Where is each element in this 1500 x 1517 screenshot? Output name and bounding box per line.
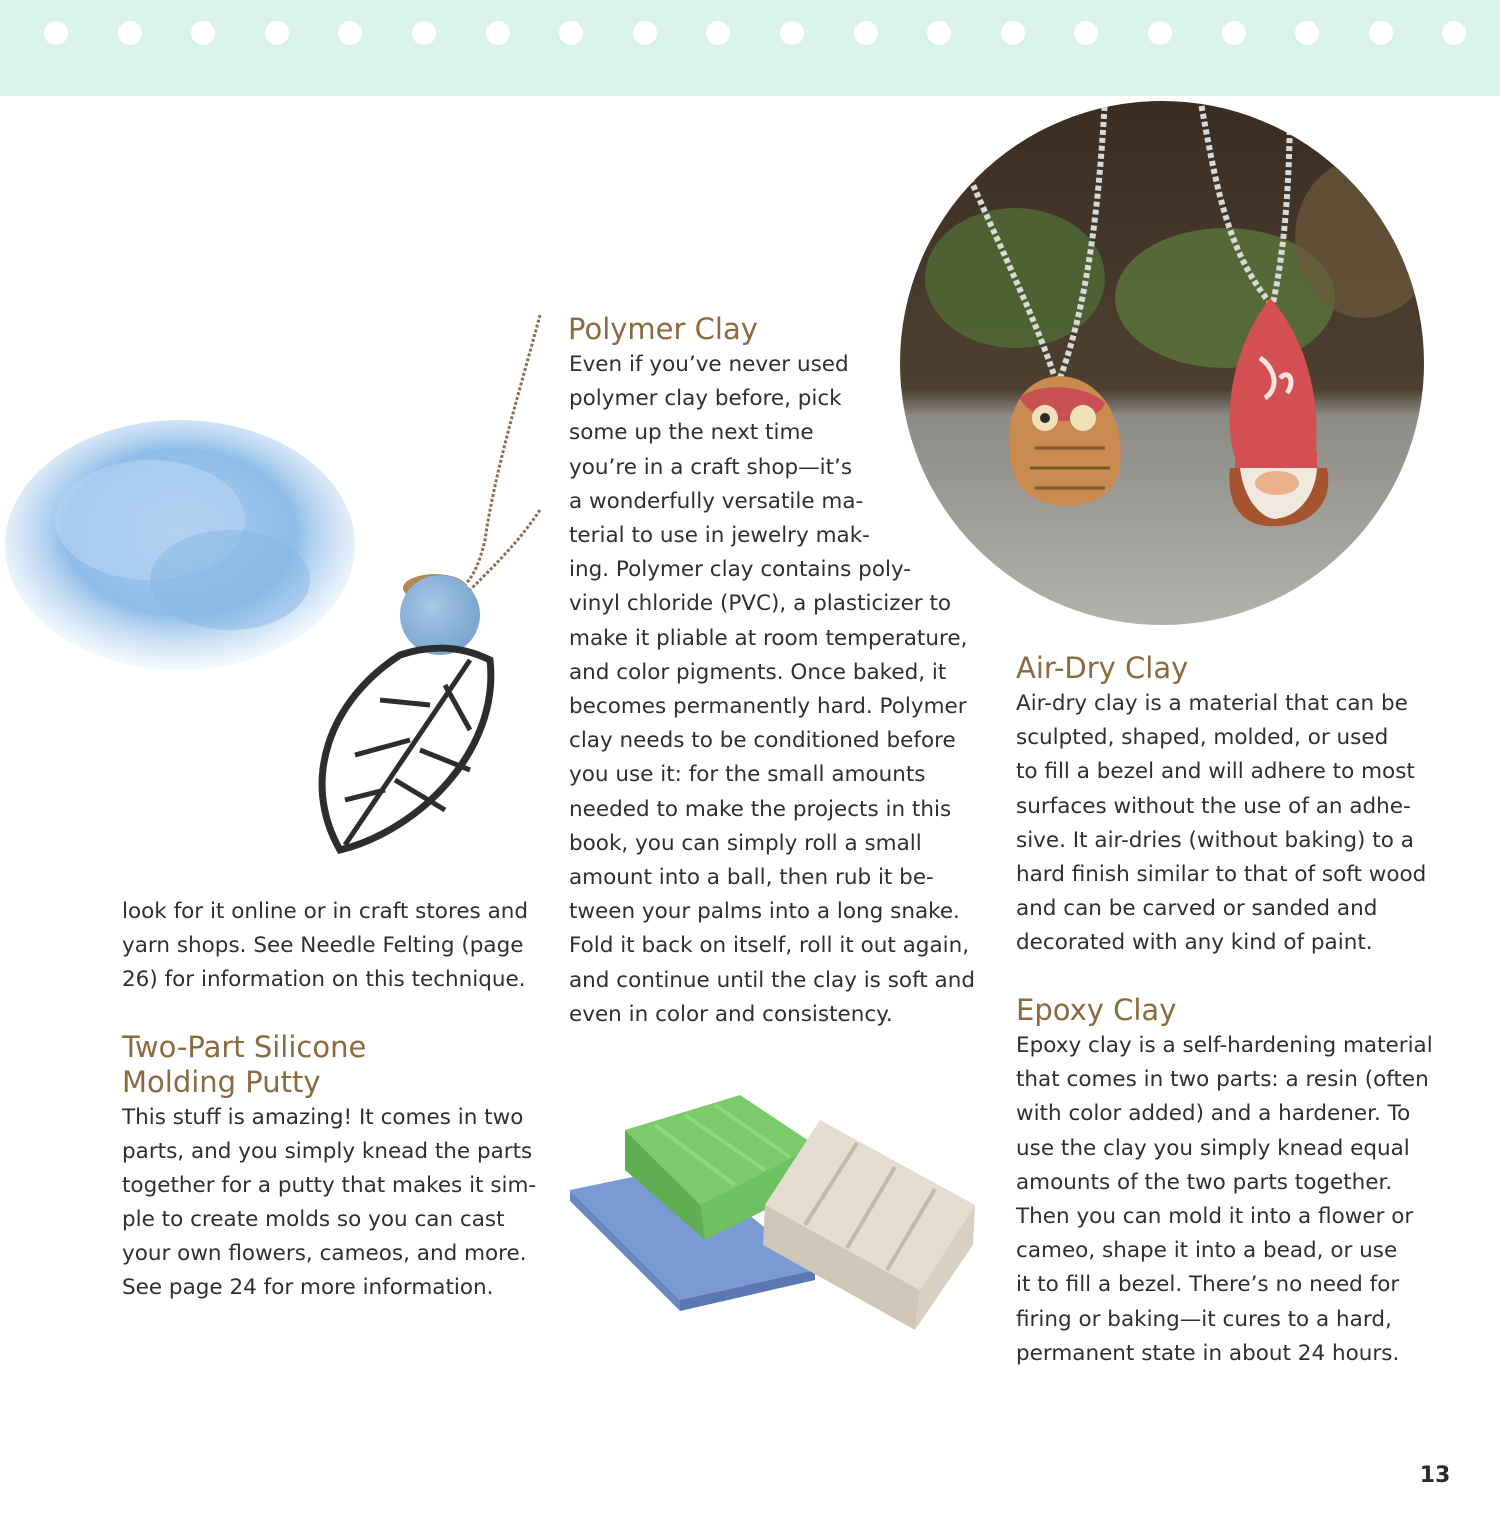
text-line: decorated with any kind of paint.: [1016, 930, 1373, 956]
epoxy-clay-heading: Epoxy Clay: [1016, 993, 1177, 1027]
header-dot: [1001, 21, 1025, 45]
text-line: it to fill a bezel. There’s no need for: [1016, 1272, 1400, 1298]
text-line: Air-dry clay is a material that can be: [1016, 691, 1408, 716]
polymer-clay-blocks-photo: [565, 1085, 985, 1335]
header-dot: [1369, 21, 1393, 45]
header-dot: [633, 21, 657, 45]
header-dot: [559, 21, 583, 45]
text-line: even in color and consistency.: [569, 1001, 893, 1027]
text-line: with color added) and a hardener. To: [1016, 1101, 1411, 1127]
text-line: becomes permanently hard. Polymer: [569, 694, 967, 720]
text-line: cameo, shape it into a bead, or use: [1016, 1238, 1398, 1264]
felt-ball: [400, 575, 480, 655]
header-dot: [1222, 21, 1246, 45]
header-dot: [1295, 21, 1319, 45]
text-line: you’re in a craft shop—it’s: [569, 454, 853, 480]
text-line: polymer clay before, pick: [569, 386, 842, 412]
header-dot: [118, 21, 142, 45]
header-dot: [854, 21, 878, 45]
polymer-clay-text: [569, 348, 975, 1032]
text-line: ing. Polymer clay contains poly-: [569, 557, 912, 583]
text-line: surfaces without the use of an adhe-: [1016, 793, 1411, 819]
header-dot: [44, 21, 68, 45]
header-dot: [338, 21, 362, 45]
text-line: Epoxy clay is a self-hardening material: [1016, 1033, 1433, 1058]
epoxy-clay-text: [1016, 1029, 1433, 1371]
text-line: Fold it back on itself, roll it out again,: [569, 933, 970, 959]
text-line: you use it: for the small amounts: [569, 762, 926, 788]
text-line: use the clay you simply knead equal: [1016, 1135, 1410, 1161]
header-dot: [1442, 21, 1466, 45]
text-line: look for it online or in craft stores and: [122, 899, 529, 924]
text-line: ple to create molds so you can cast: [122, 1207, 505, 1232]
text-line: and can be carved or sanded and: [1016, 896, 1378, 922]
ball-chain: [462, 315, 540, 588]
silicone-putty-text: [122, 1101, 536, 1305]
silicone-putty-heading: [122, 1030, 366, 1100]
text-line: clay needs to be conditioned before: [569, 728, 956, 754]
text-line: some up the next time: [569, 420, 814, 446]
text-line: Even if you’ve never used: [569, 352, 849, 377]
polymer-clay-heading: Polymer Clay: [568, 312, 758, 346]
air-dry-clay-heading: Air-Dry Clay: [1016, 651, 1189, 685]
text-line: book, you can simply roll a small: [569, 830, 922, 856]
text-line: tween your palms into a long snake.: [569, 899, 960, 925]
text-line: Two-Part Silicone: [122, 1030, 367, 1064]
page-number: 13: [1419, 1463, 1451, 1488]
text-line: permanent state in about 24 hours.: [1016, 1340, 1400, 1366]
owl-gnome-pendants-photo: [895, 98, 1430, 628]
text-line: sculpted, shaped, molded, or used: [1016, 725, 1389, 751]
header-dot: [706, 21, 730, 45]
header-dot: [486, 21, 510, 45]
air-dry-clay-text: [1016, 687, 1426, 961]
text-line: and color pigments. Once baked, it: [569, 659, 947, 685]
text-line: Then you can mold it into a flower or: [1016, 1204, 1414, 1230]
text-line: a wonderfully versatile ma-: [569, 488, 864, 514]
header-dot: [1148, 21, 1172, 45]
text-line: vinyl chloride (PVC), a plasticizer to: [569, 591, 952, 617]
felt-continuation-text: [122, 895, 528, 997]
text-line: and continue until the clay is soft and: [569, 967, 975, 993]
header-dot: [265, 21, 289, 45]
top-decorative-band: [0, 0, 1500, 96]
header-dot: [191, 21, 215, 45]
header-dot: [780, 21, 804, 45]
text-line: See page 24 for more information.: [122, 1275, 494, 1300]
header-dot: [927, 21, 951, 45]
text-line: make it pliable at room temperature,: [569, 625, 968, 651]
text-line: to fill a bezel and will adhere to most: [1016, 759, 1415, 785]
text-line: together for a putty that makes it sim-: [122, 1173, 537, 1198]
text-line: that comes in two parts: a resin (often: [1016, 1067, 1429, 1093]
text-line: needed to make the projects in this: [569, 796, 952, 822]
text-line: Molding Putty: [122, 1065, 321, 1099]
metal-leaf-charm: [322, 648, 491, 850]
text-line: 26) for information on this technique.: [122, 967, 526, 992]
felt-acorn-pendant-photo: [0, 310, 545, 880]
text-line: sive. It air-dries (without baking) to a: [1016, 827, 1414, 853]
header-dot: [1074, 21, 1098, 45]
text-line: parts, and you simply knead the parts: [122, 1139, 533, 1164]
header-dot: [412, 21, 436, 45]
text-line: hard finish similar to that of soft wood: [1016, 862, 1427, 888]
text-line: your own flowers, cameos, and more.: [122, 1241, 527, 1266]
text-line: firing or baking—it cures to a hard,: [1016, 1306, 1392, 1332]
text-line: amounts of the two parts together.: [1016, 1169, 1393, 1195]
text-line: This stuff is amazing! It comes in two: [122, 1105, 524, 1130]
text-line: yarn shops. See Needle Felting (page: [122, 933, 524, 958]
text-line: terial to use in jewelry mak-: [569, 523, 870, 549]
text-line: amount into a ball, then rub it be-: [569, 865, 934, 891]
